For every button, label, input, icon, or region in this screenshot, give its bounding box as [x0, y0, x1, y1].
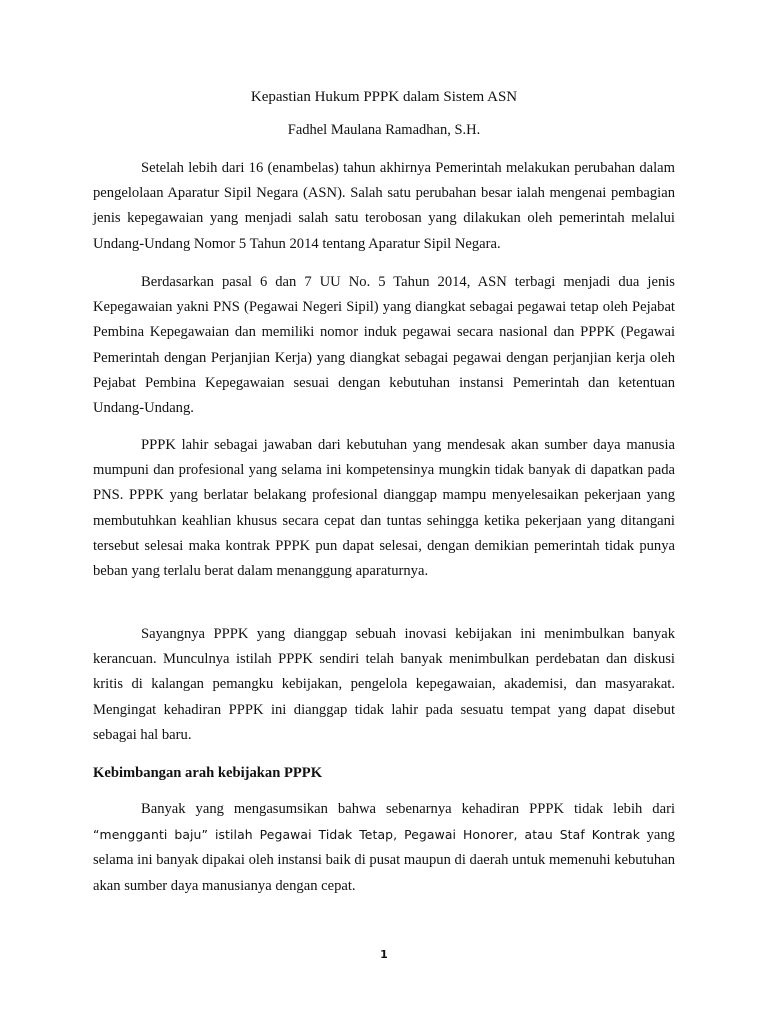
paragraph-4-block: [93, 622, 675, 748]
section-heading: Kebimbangan arah kebijakan PPPK: [93, 765, 323, 781]
paragraph-1-block: [93, 156, 675, 257]
paragraph-tail-text: yang selama ini banyak dipakai oleh instansi baik di pusat maupun di daerah untuk memenuhi kebutuhan akan sumber daya manusianya dengan cepat.: [93, 827, 675, 894]
body-paragraph: Sayangnya PPPK yang dianggap sebuah inovasi kebijakan ini menimbulkan banyak kerancuan. Munculnya istilah PPPK sendiri telah banyak menimbulkan perdebatan dan diskusi kritis di kalangan pemangku kebijakan, pengelola kepegawaian, akademisi, dan masyarakat. Mengingat kehadiran PPPK ini dianggap tidak lahir pada sesuatu tempat yang dapat disebut sebagai hal baru.: [93, 626, 675, 743]
document-author: Fadhel Maulana Ramadhan, S.H.: [287, 122, 481, 138]
page-number: 1: [380, 948, 388, 961]
body-paragraph: Berdasarkan pasal 6 dan 7 UU No. 5 Tahun 2014, ASN terbagi menjadi dua jenis Kepegawaian yakni PNS (Pegawai Negeri Sipil) yang diangkat sebagai pegawai tetap oleh Pejabat Pembina Kepegawaian dan memiliki nomor induk pegawai secara nasional dan PPPK (Pegawai Pemerintah dengan Perjanjian Kerja) yang diangkat sebagai pegawai dengan perjanjian kerja oleh Pejabat Pembina Kepegawaian sesuai dengan kebutuhan instansi Pemerintah dan ketentuan Undang-Undang.: [93, 274, 675, 417]
document-title: Kepastian Hukum PPPK dalam Sistem ASN: [250, 89, 518, 105]
body-paragraph: [93, 797, 675, 899]
paragraph-lead-text: Banyak yang mengasumsikan bahwa sebenarnya kehadiran PPPK tidak lebih dari: [141, 801, 675, 817]
body-paragraph: Setelah lebih dari 16 (enambelas) tahun akhirnya Pemerintah melakukan perubahan dalam pengelolaan Aparatur Sipil Negara (ASN). Salah satu perubahan besar ialah mengenai pembagian jenis kepegawaian yang menjadi salah satu terobosan yang dilakukan oleh pemerintah melalui Undang-Undang Nomor 5 Tahun 2014 tentang Aparatur Sipil Negara.: [93, 160, 675, 252]
paragraph-3-block: [93, 433, 675, 584]
quoted-phrase: “mengganti baju” istilah Pegawai Tidak Tetap, Pegawai Honorer, atau Staf Kontrak: [93, 827, 641, 843]
paragraph-2-block: [93, 270, 675, 421]
paragraph-5-block: [93, 797, 675, 899]
body-paragraph: PPPK lahir sebagai jawaban dari kebutuhan yang mendesak akan sumber daya manusia mumpuni dan profesional yang selama ini kompetensinya mungkin tidak banyak di dapatkan pada PNS. PPPK yang berlatar belakang profesional dianggap mampu menyelesaikan pekerjaan yang membutuhkan keahlian khusus secara cepat dan tuntas sehingga ketika pekerjaan yang ditangani tersebut selesai maka kontrak PPPK pun dapat selesai, dengan demikian pemerintah tidak punya beban yang terlalu berat dalam menanggung aparaturnya.: [93, 437, 675, 580]
